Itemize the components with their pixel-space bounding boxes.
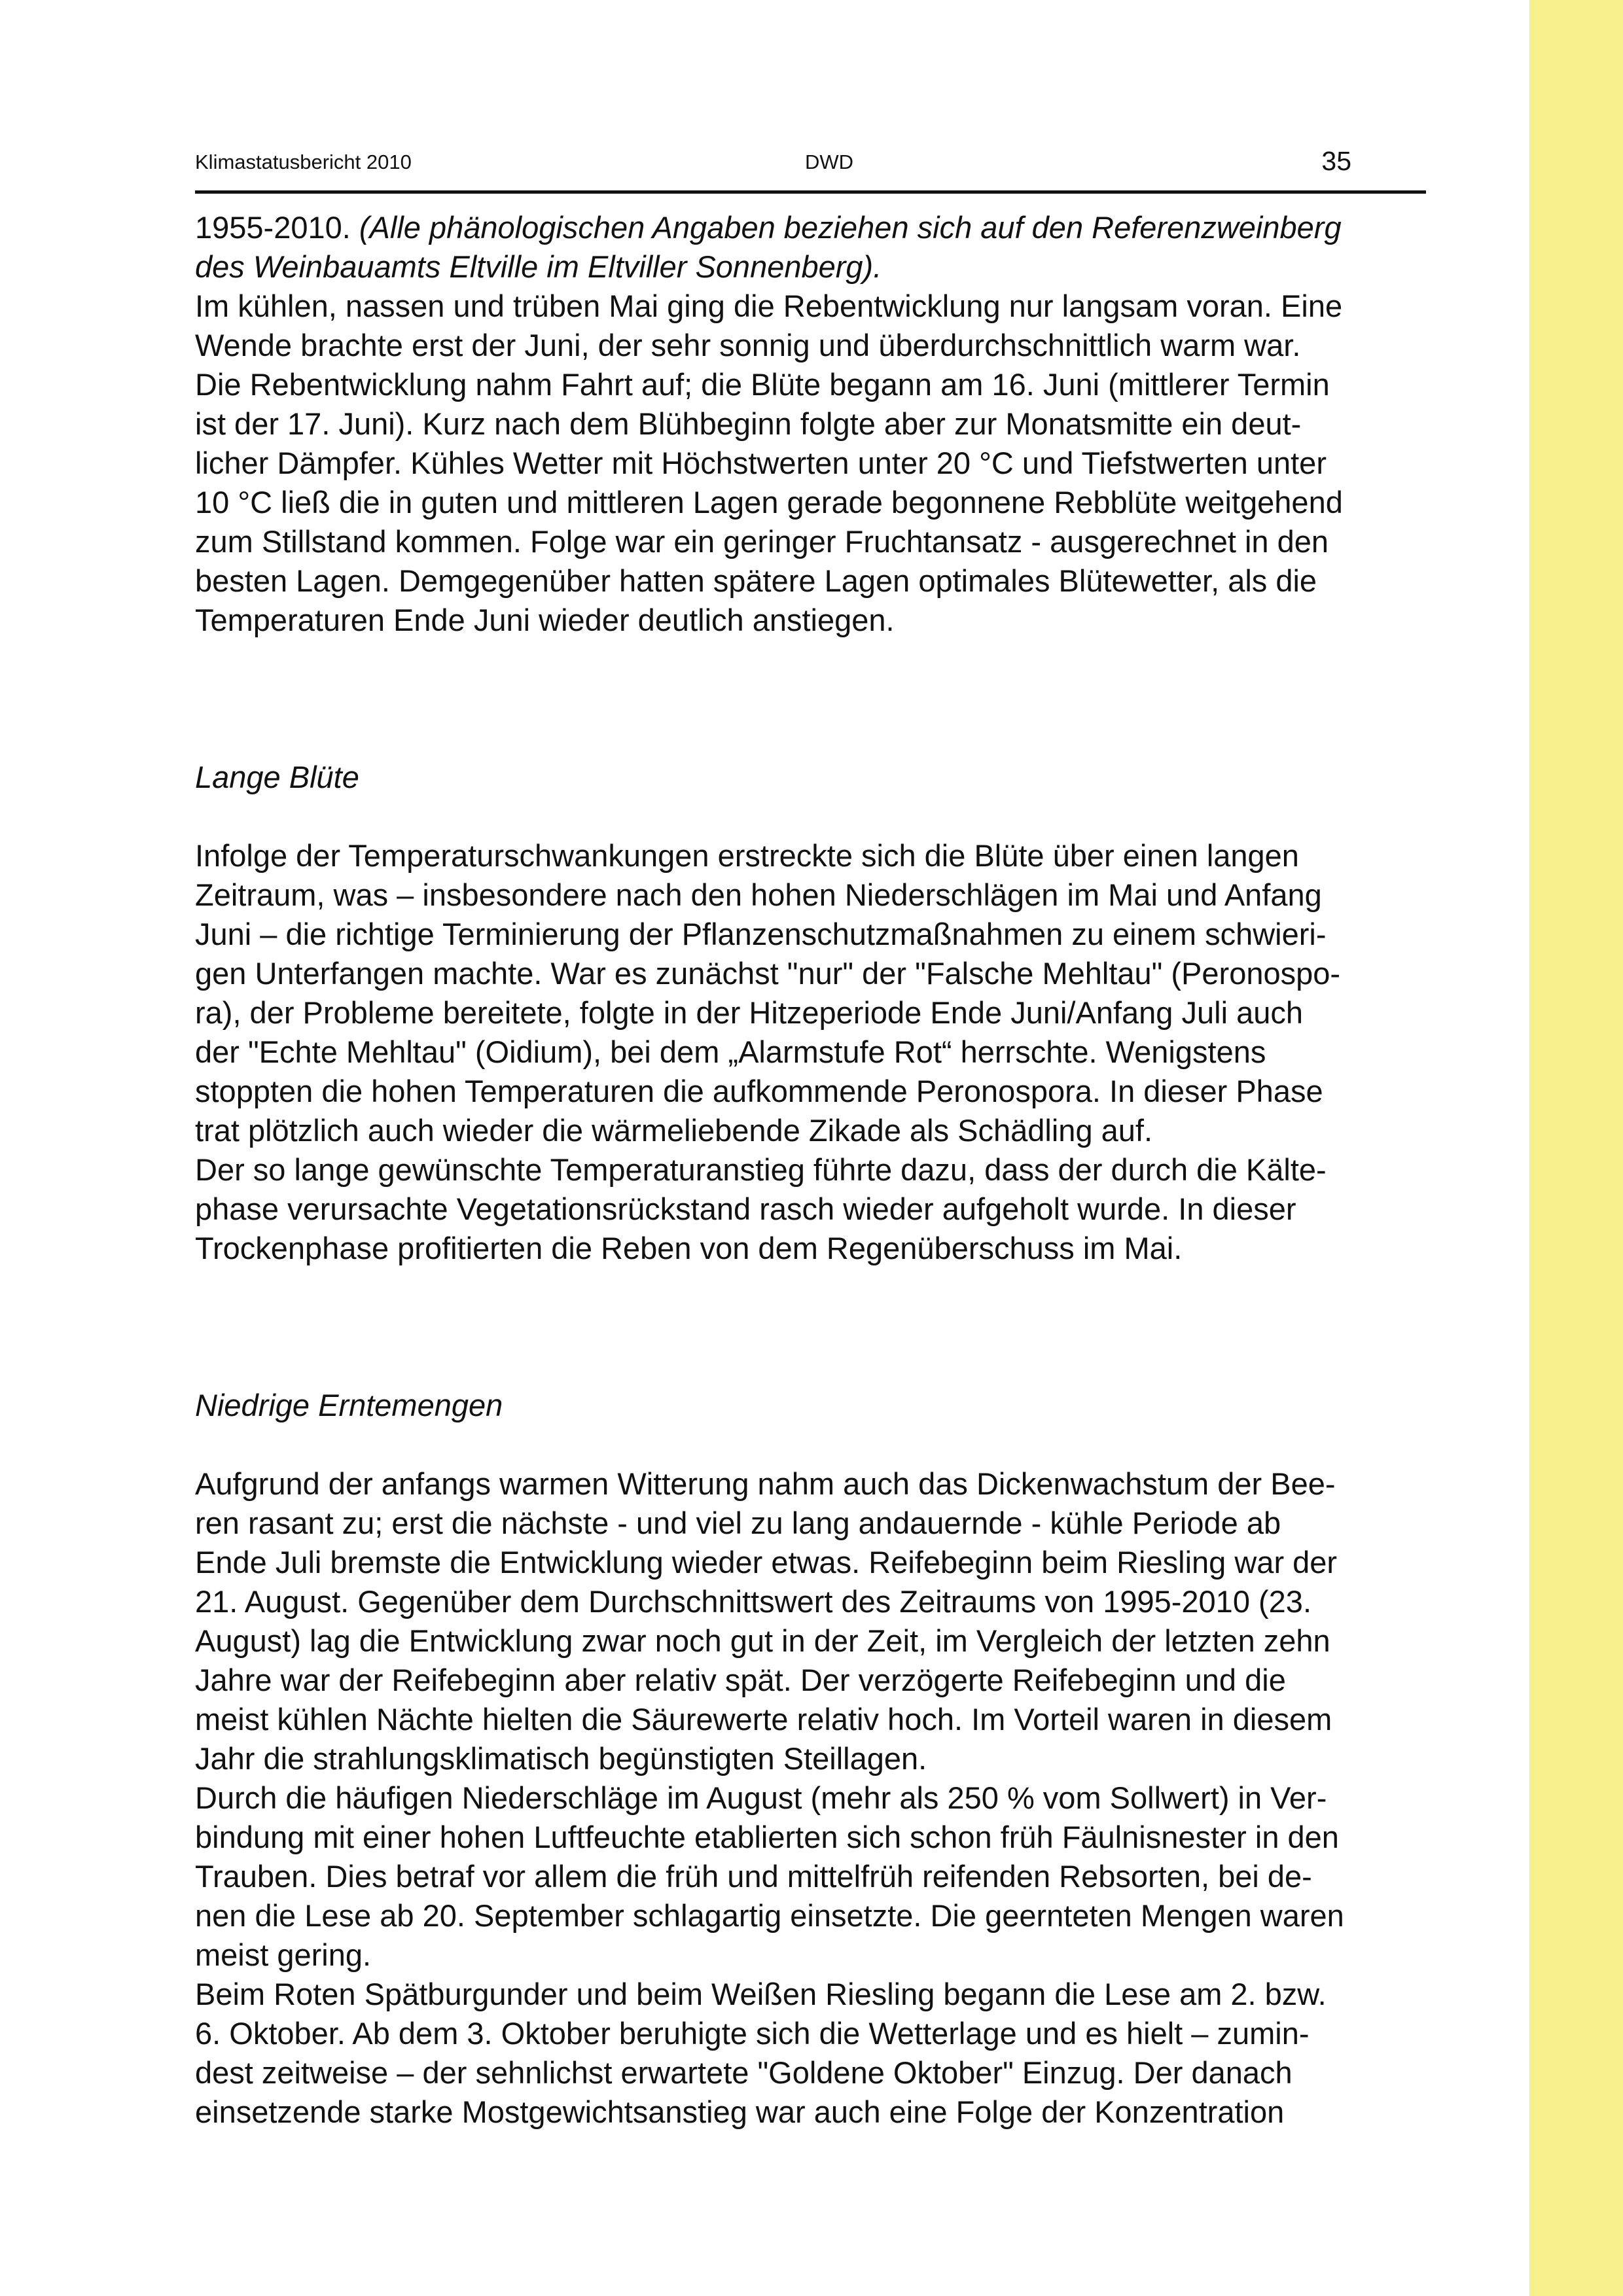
page-number: 35 [1321,146,1351,176]
section-heading: Niedrige Erntemengen [195,1388,503,1422]
paragraph-line: des Weinbauamts Eltville im Eltviller Sonnenberg). [195,249,882,284]
paragraph-line: Ende Juli bremste die Entwicklung wieder etwas. Reifebeginn beim Riesling war der [195,1545,1338,1580]
paragraph-line: Wende brachte erst der Juni, der sehr sonnig und überdurchschnittlich warm war. [195,328,1301,362]
page-content [195,208,1432,2132]
paragraph-line: Aufgrund der anfangs warmen Witterung nahm auch das Dickenwachstum der Bee- [195,1466,1336,1501]
paragraph-line: Juni – die richtige Terminierung der Pflanzenschutzmaßnahmen zu einem schwieri- [195,917,1327,951]
paragraph-line: Infolge der Temperaturschwankungen erstreckte sich die Blüte über einen langen [195,838,1299,873]
side-color-stripe [1529,0,1623,2296]
paragraph-line: gen Unterfangen machte. War es zunächst "nur" der "Falsche Mehltau" (Peronospo- [195,956,1341,991]
page-header [195,145,1425,179]
publisher-name: DWD [805,150,854,173]
section-heading: Lange Blüte [195,760,359,794]
paragraph-line: der "Echte Mehltau" (Oidium), bei dem „Alarmstufe Rot“ herrschte. Wenigstens [195,1034,1266,1069]
paragraph-line: Zeitraum, was – insbesondere nach den hohen Niederschlägen im Mai und Anfang [195,877,1322,912]
paragraph-line: Jahr die strahlungsklimatisch begünstigten Steillagen. [195,1741,927,1776]
paragraph-line: 1955-2010. (Alle phänologischen Angaben beziehen sich auf den Referenzweinberg [195,210,1342,245]
paragraph-line: 21. August. Gegenüber dem Durchschnittswert des Zeitraums von 1995-2010 (23. [195,1584,1311,1619]
paragraph-line: besten Lagen. Demgegenüber hatten spätere Lagen optimales Blütewetter, als die [195,563,1317,598]
paragraph-line: Im kühlen, nassen und trüben Mai ging die Rebentwicklung nur langsam voran. Eine [195,289,1343,323]
paragraph-line: Beim Roten Spätburgunder und beim Weißen Riesling begann die Lese am 2. bzw. [195,1977,1327,2011]
paragraph-line: nen die Lese ab 20. September schlagartig einsetzte. Die geernteten Mengen waren [195,1898,1344,1933]
paragraph-line: Temperaturen Ende Juni wieder deutlich anstiegen. [195,603,895,637]
paragraph-line: ra), der Probleme bereitete, folgte in der Hitzeperiode Ende Juni/Anfang Juli auch [195,995,1303,1030]
paragraph-line: Trauben. Dies betraf vor allem die früh und mittelfrüh reifenden Rebsorten, bei de- [195,1859,1312,1894]
paragraph-line: August) lag die Entwicklung zwar noch gut in der Zeit, im Vergleich der letzten zehn [195,1623,1330,1658]
paragraph-line: meist gering. [195,1937,372,1972]
header-divider [195,190,1426,194]
section-lange-bluete [195,758,1432,1268]
section-niedrige-erntemengen [195,1386,1432,2132]
paragraph-line: Die Rebentwicklung nahm Fahrt auf; die Blüte begann am 16. Juni (mittlerer Termin [195,367,1330,402]
paragraph-line: Durch die häufigen Niederschläge im August (mehr als 250 % vom Sollwert) in Ver- [195,1780,1327,1815]
paragraph-line: 6. Oktober. Ab dem 3. Oktober beruhigte sich die Wetterlage und es hielt – zumin- [195,2016,1310,2051]
paragraph-line: stoppten die hohen Temperaturen die aufkommende Peronospora. In dieser Phase [195,1074,1323,1108]
paragraph-line: bindung mit einer hohen Luftfeuchte etablierten sich schon früh Fäulnisnester in den [195,1820,1339,1854]
paragraph-line: zum Stillstand kommen. Folge war ein geringer Fruchtansatz - ausgerechnet in den [195,524,1329,559]
paragraph-line: ren rasant zu; erst die nächste - und viel zu lang andauernde - kühle Periode ab [195,1506,1281,1540]
paragraph-line: licher Dämpfer. Kühles Wetter mit Höchstwerten unter 20 °C und Tiefstwerten unter [195,446,1327,480]
paragraph-line: Trockenphase profitierten die Reben von dem Regenüberschuss im Mai. [195,1231,1183,1265]
paragraph-line: dest zeitweise – der sehnlichst erwartete "Goldene Oktober" Einzug. Der danach [195,2055,1293,2090]
paragraph-line: phase verursachte Vegetationsrückstand rasch wieder aufgeholt wurde. In dieser [195,1192,1296,1226]
paragraph-line: 10 °C ließ die in guten und mittleren Lagen gerade begonnene Rebblüte weitgehend [195,485,1343,520]
report-title: Klimastatusbericht 2010 [195,150,412,173]
paragraph-line: trat plötzlich auch wieder die wärmeliebende Zikade als Schädling auf. [195,1113,1153,1148]
paragraph-line: Der so lange gewünschte Temperaturanstieg führte dazu, dass der durch die Kälte- [195,1152,1327,1187]
paragraph-line: meist kühlen Nächte hielten die Säurewerte relativ hoch. Im Vorteil waren in diesem [195,1702,1332,1737]
paragraph-line: Jahre war der Reifebeginn aber relativ spät. Der verzögerte Reifebeginn und die [195,1663,1286,1697]
intro-section [195,208,1432,640]
paragraph-line: einsetzende starke Mostgewichtsanstieg war auch eine Folge der Konzentration [195,2094,1285,2129]
paragraph-line: ist der 17. Juni). Kurz nach dem Blühbeginn folgte aber zur Monatsmitte ein deut- [195,406,1302,441]
